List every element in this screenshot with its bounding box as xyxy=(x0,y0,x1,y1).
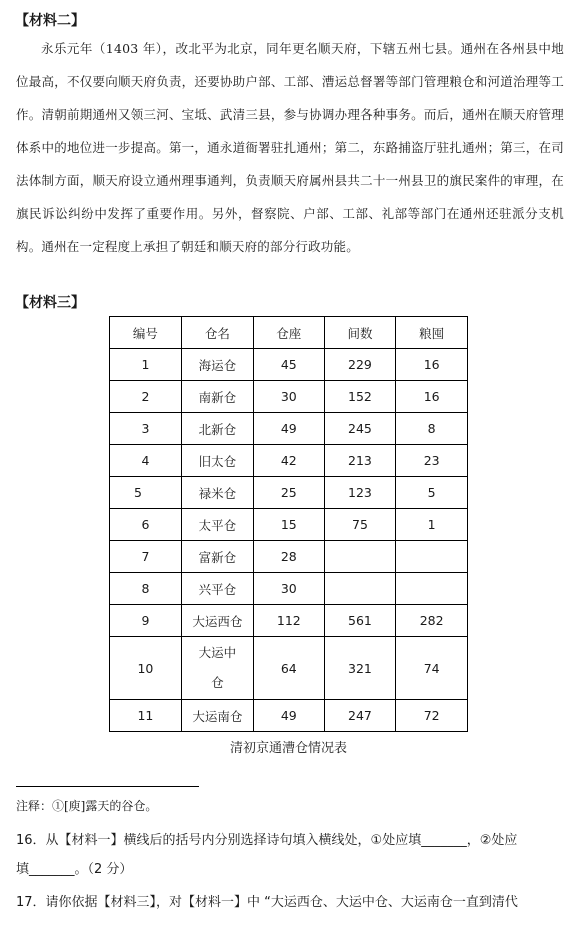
cell-rooms: 229 xyxy=(324,349,396,381)
cell-seats: 30 xyxy=(253,573,324,605)
cell-number: 11 xyxy=(110,700,182,732)
cell-number: 10 xyxy=(110,637,182,700)
cell-granaries: 282 xyxy=(396,605,468,637)
cell-granaries: 72 xyxy=(396,700,468,732)
cell-granaries: 1 xyxy=(396,509,468,541)
table-caption: 清初京通漕仓情况表 xyxy=(229,741,347,756)
cell-name: 太平仓 xyxy=(181,509,253,541)
cell-name: 旧太仓 xyxy=(181,445,253,477)
cell-rooms: 321 xyxy=(324,637,396,700)
cell-rooms xyxy=(324,541,396,573)
cell-granaries: 74 xyxy=(396,637,468,700)
table-row xyxy=(110,541,468,573)
cell-seats: 112 xyxy=(253,605,324,637)
cell-seats: 30 xyxy=(253,381,324,413)
cell-name: 禄米仓 xyxy=(181,477,253,509)
cell-rooms: 75 xyxy=(324,509,396,541)
header-name: 仓名 xyxy=(181,317,253,349)
cell-number: 7 xyxy=(110,541,182,573)
cell-name: 南新仓 xyxy=(181,381,253,413)
material2-paragraph: 永乐元年（1403 年），改北平为北京，同年更名顺天府，下辖五州七县。通州在各州县中地位最高，不仅要向顺天府负责，还要协助户部、工部、漕运总督署等部门管理粮仓和河道治理等工作。清朝前期通州又领三河、宝坻、武清三县，参与协调办理各种事务。而后，通州在顺天府管理体系中的地位进一步提高。第一，通永道衙署驻扎通州；第二，东路捕盗厅驻扎通州；第三，在司法体制方面，顺天府设立通州理事通判，负责顺天府属州县共二十一州县卫的旗民案件的审理，在旗民诉讼纠纷中发挥了重要作用。另外，督察院、户部、工部、礼部等部门在通州还驻派分支机构。通州在一定程度上承担了朝廷和顺天府的部分行政功能。 xyxy=(16,41,564,254)
cell-seats: 25 xyxy=(253,477,324,509)
cell-granaries: 23 xyxy=(396,445,468,477)
cell-number: 4 xyxy=(110,445,182,477)
cell-number: 1 xyxy=(110,349,182,381)
cell-number: 9 xyxy=(110,605,182,637)
table-row xyxy=(110,605,468,637)
header-granaries: 粮囤 xyxy=(396,317,468,349)
cell-seats: 15 xyxy=(253,509,324,541)
cell-number: 2 xyxy=(110,381,182,413)
cell-name: 北新仓 xyxy=(181,413,253,445)
cell-number: 5 xyxy=(110,477,182,509)
cell-name: 大运南仓 xyxy=(181,700,253,732)
cell-name xyxy=(181,637,253,700)
table-row xyxy=(110,509,468,541)
question-16-line1: 16．从【材料一】横线后的括号内分别选择诗句填入横线处，①处应填_______，②处应 xyxy=(16,833,518,848)
table-row xyxy=(110,349,468,381)
footnote: 注释：①[庾]露天的谷仓。 xyxy=(16,799,158,813)
cell-granaries: 16 xyxy=(396,349,468,381)
granary-table xyxy=(109,316,468,732)
footnote-divider xyxy=(16,786,199,787)
table-row xyxy=(110,413,468,445)
cell-seats: 28 xyxy=(253,541,324,573)
cell-name: 大运西仓 xyxy=(181,605,253,637)
cell-seats: 49 xyxy=(253,413,324,445)
table-row xyxy=(110,637,468,700)
cell-granaries: 5 xyxy=(396,477,468,509)
cell-rooms: 245 xyxy=(324,413,396,445)
cell-name: 富新仓 xyxy=(181,541,253,573)
cell-granaries: 8 xyxy=(396,413,468,445)
cell-rooms: 152 xyxy=(324,381,396,413)
cell-seats: 45 xyxy=(253,349,324,381)
cell-number: 3 xyxy=(110,413,182,445)
material2-heading: 【材料二】 xyxy=(15,13,85,29)
cell-granaries xyxy=(396,573,468,605)
cell-rooms: 123 xyxy=(324,477,396,509)
header-seats: 仓座 xyxy=(253,317,324,349)
header-rooms: 间数 xyxy=(324,317,396,349)
table-row xyxy=(110,445,468,477)
cell-name: 兴平仓 xyxy=(181,573,253,605)
question-16-line2: 填_______。（2 分） xyxy=(16,862,133,877)
cell-rooms: 213 xyxy=(324,445,396,477)
cell-rooms xyxy=(324,573,396,605)
cell-number: 8 xyxy=(110,573,182,605)
cell-number: 6 xyxy=(110,509,182,541)
question-17-line1: 17．请你依据【材料三】，对【材料一】中 “大运西仓、大运中仓、大运南仓一直到清代 xyxy=(16,895,518,910)
cell-seats: 64 xyxy=(253,637,324,700)
cell-seats: 49 xyxy=(253,700,324,732)
table-header-row xyxy=(110,317,468,349)
table-row xyxy=(110,573,468,605)
cell-rooms: 247 xyxy=(324,700,396,732)
table-row xyxy=(110,700,468,732)
cell-rooms: 561 xyxy=(324,605,396,637)
table-row xyxy=(110,477,468,509)
cell-granaries: 16 xyxy=(396,381,468,413)
material3-heading: 【材料三】 xyxy=(15,295,85,311)
cell-name-text: 大运中仓 xyxy=(198,645,237,690)
header-number: 编号 xyxy=(110,317,182,349)
table-row xyxy=(110,381,468,413)
cell-granaries xyxy=(396,541,468,573)
cell-seats: 42 xyxy=(253,445,324,477)
cell-name: 海运仓 xyxy=(181,349,253,381)
